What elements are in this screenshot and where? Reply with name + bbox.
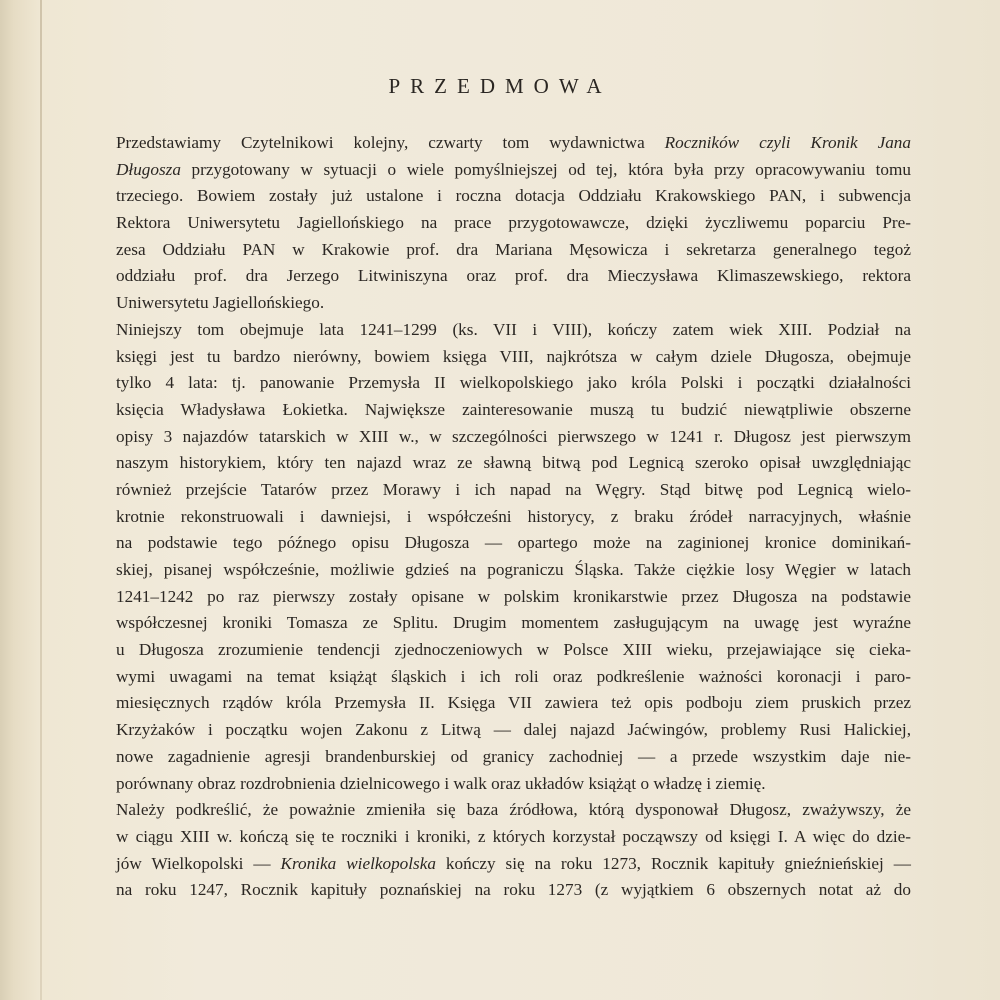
text-line: 1241–1242 po raz pierwszy zostały opisane w polskim kronikarstwie przez Długosza na podstawie — [116, 586, 911, 606]
text-line: jów Wielkopolski — Kronika wielkopolska kończy się na roku 1273, Rocznik kapituły gnieźnieńskiej — — [116, 853, 911, 873]
text-line: miesięcznych rządów króla Przemysła II. Księga VII zawiera też opis podboju ziem pruskich przez — [116, 693, 911, 713]
text-line: Uniwersytetu Jagiellońskiego. — [116, 293, 325, 313]
text-line: Niniejszy tom obejmuje lata 1241–1299 (ks. VII i VIII), kończy zatem wiek XIII. Podział na — [116, 319, 911, 339]
text-line: Przedstawiamy Czytelnikowi kolejny, czwarty tom wydawnictwa Roczników czyli Kronik Jana — [116, 133, 911, 152]
text-line: wymi uwagami na temat książąt śląskich i ich roli oraz podkreślenie ważności koronacji i paro- — [116, 666, 911, 686]
text-line: Krzyżaków i początku wojen Zakonu z Litwą — dalej najazd Jaćwingów, problemy Rusi Halickiej, — [116, 720, 911, 740]
text-line: Długosza przygotowany w sytuacji o wiele pomyślniejszej od tej, która była przy opracowywaniu tomu — [116, 159, 911, 179]
page-gutter — [40, 0, 42, 1000]
text-line: porównany obraz rozdrobnienia dzielnicowego i walk oraz układów książąt o władzę i ziemię. — [116, 773, 766, 793]
text-line: tylko 4 lata: tj. panowanie Przemysła II wielkopolskiego jako króla Polski i początki działalności — [116, 373, 911, 393]
body-text — [116, 130, 911, 904]
text-line: księcia Władysława Łokietka. Największe zainteresowanie muszą tu budzić niewątpliwie obszerne — [116, 399, 911, 419]
text-line: w ciągu XIII w. kończą się te roczniki i kroniki, z których korzystał począwszy od księgi I. A więc do dzie- — [116, 826, 911, 846]
text-line: naszym historykiem, który ten najazd wraz ze sławną bitwą pod Legnicą szeroko opisał uwzględniając — [116, 453, 911, 473]
text-line: krotnie rekonstruowali i dawniejsi, i współcześni historycy, z braku źródeł narracyjnych, właśnie — [116, 506, 911, 526]
text-line: współczesnej kroniki Tomasza ze Splitu. Drugim momentem zasługującym na uwagę jest wyraźne — [116, 613, 911, 633]
text-line: opisy 3 najazdów tatarskich w XIII w., w szczególności pierwszego w 1241 r. Długosz jest pierwszym — [116, 426, 911, 446]
text-line: księgi jest tu bardzo nierówny, bowiem księga VIII, najkrótsza w całym dziele Długosza, obejmuje — [116, 346, 911, 366]
text-line: na roku 1247, Rocznik kapituły poznańskiej na roku 1273 (z wyjątkiem 6 obszernych notat aż do — [116, 880, 911, 900]
text-line: nowe zagadnienie agresji brandenburskiej od granicy zachodniej — a przede wszystkim daje nie- — [116, 746, 911, 766]
paragraph-3 — [116, 797, 911, 904]
page-title: PRZEDMOWA — [388, 74, 612, 98]
text-line: u Długosza zrozumienie tendencji zjednoczeniowych w Polsce XIII wieku, przejawiające się cieka- — [116, 640, 911, 660]
text-line: zesa Oddziału PAN w Krakowie prof. dra Mariana Męsowicza i sekretarza generalnego tegoż — [116, 239, 911, 259]
text-line: również przejście Tatarów przez Morawy i ich napad na Węgry. Stąd bitwę pod Legnicą wielo- — [116, 479, 911, 499]
text-line: Rektora Uniwersytetu Jagiellońskiego na prace przygotowawcze, dzięki życzliwemu poparciu Pre- — [116, 213, 911, 233]
text-line: Należy podkreślić, że poważnie zmieniła się baza źródłowa, którą dysponował Długosz, zważywszy, że — [116, 800, 911, 820]
text-line: oddziału prof. dra Jerzego Litwiniszyna oraz prof. dra Mieczysława Klimaszewskiego, rektora — [116, 266, 911, 286]
text-line: trzeciego. Bowiem zostały już ustalone i roczna dotacja Oddziału Krakowskiego PAN, i subwencja — [116, 186, 911, 206]
paragraph-1 — [116, 130, 911, 317]
text-line: skiej, pisanej współcześnie, możliwie gdzieś na pograniczu Śląska. Także ciężkie losy Węgier w latach — [116, 560, 911, 579]
paragraph-2 — [116, 317, 911, 797]
text-line: na podstawie tego późnego opisu Długosza — opartego może na zaginionej kronice dominikań- — [116, 533, 911, 553]
